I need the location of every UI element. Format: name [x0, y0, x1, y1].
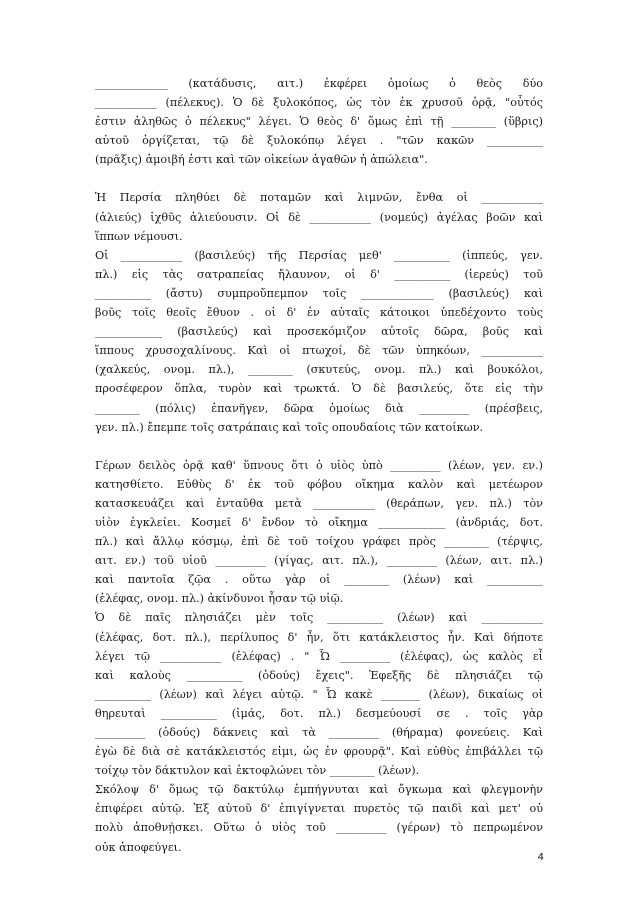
text-line: ἵππους χρυσοχαλίνους. Καὶ οἱ πτωχοί, δὲ τῶν ὑπηκόων, ___________ — [95, 344, 543, 358]
text-line: αιτ. εν.) τοῦ υἱοῦ _________ (γίγας, αιτ. πλ.), _________ (λέων, αιτ. πλ.) — [95, 554, 543, 568]
text-line: οὐκ ἀποφεύγει. — [95, 840, 182, 854]
text-line: ________ (πόλις) ἐπανῆγεν, δῶρα ὁμοίως διὰ _________ (πρέσβεις, — [95, 401, 543, 415]
text-line: Γέρων δειλὸς ὁρᾷ καθ' ὕπνους ὅτι ὁ υἱὸς ὑπὸ _________ (λέων, γεν. εν.) — [95, 458, 543, 472]
text-line: ___________ (πέλεκυς). Ὁ δὲ ξυλοκόπος, ὡς τὸν ἐκ χρυσοῦ ὁρᾷ, "οὗτός — [95, 96, 543, 110]
text-line: πλ.) καὶ ἄλλῳ κόσμῳ, ἐπὶ δὲ τοῦ τοίχου γράφει πρὸς ________ (τέρψις, — [95, 535, 543, 549]
text-line: (πρᾶξις) ἀμοιβή ἐστι καὶ τῶν οἰκείων ἀγαθῶν ἡ ἀπώλεια". — [95, 153, 428, 167]
text-line: (ἐλέφας, δοτ. πλ.), περίλυπος δ' ἦν, ὅτι κατάκλειστος ἦν. Καὶ δήποτε — [95, 630, 543, 644]
text-line: ἐστιν ἀληθῶς ὁ πέλεκυς" λέγει. Ὁ θεὸς δ' ὅμως ἐπὶ τῇ ________ (ὕβρις) — [95, 115, 543, 129]
text-line: (ἐλέφας, ονομ. πλ.) ἀκίνδυνοι ἦσαν τῷ υἱῷ. — [95, 592, 344, 606]
text-line: θηρευταὶ __________ (ἱμάς, δοτ. πλ.) δεσμεύουσί σε . τοῖς γὰρ — [95, 706, 543, 720]
text-line: ἵππων νέμουσι. — [95, 229, 183, 243]
page-number: 4 — [537, 852, 544, 863]
page-body — [95, 74, 543, 857]
paragraph-woodcutter — [95, 74, 543, 169]
text-line: κατασκευάζει καὶ ἐνταῦθα μετὰ ___________ (θεράπων, γεν. πλ.) τὸν — [95, 496, 543, 510]
text-line: ἐγὼ δὲ διὰ σὲ κατάκλειστός εἰμι, ὡς ἐν φρουρᾷ". Καὶ εὐθὺς ἐπιβάλλει τῷ — [95, 745, 543, 759]
text-line: _____________ (κατάδυσις, αιτ.) ἐκφέρει ὁμοίως ὁ θεὸς δύο — [95, 77, 543, 90]
text-line: ἐπιφέρει αὐτῷ. Ἐξ αὐτοῦ δ' ἐπιγίγνεται πυρετὸς τῷ παιδὶ καὶ μετ' οὐ — [95, 802, 543, 816]
text-line: τοίχῳ τὸν δάκτυλον καὶ ἐκτοφλώνει τὸν ________ (λέων). — [95, 764, 420, 778]
text-line: κατησθίετο. Εὐθὺς δ' ἐκ τοῦ φόβου οἴκημα καλὸν καὶ μετέωρον — [95, 477, 543, 491]
text-line: αὐτοῦ ὀργίζεται, τῷ δὲ ξυλοκόπῳ λέγει . "τῶν κακῶν __________ — [95, 134, 543, 148]
text-line: (χαλκεύς, ονομ. πλ.), ________ (σκυτεύς, ονομ. πλ.) καὶ βουκόλοι, — [95, 363, 543, 377]
text-line: Ὁ δὲ παῖς πλησιάζει μὲν τοῖς __________ (λέων) καὶ ___________ — [95, 611, 543, 625]
text-line: (ἁλιεύς) ἰχθῦς ἁλιεύουσιν. Οἱ δὲ ___________ (νομεύς) ἀγέλας βοῶν καὶ — [95, 210, 543, 224]
paragraph-ending — [95, 780, 543, 856]
text-line: πλ.) εἰς τὰς σατραπείας ἤλαυνον, οἱ δ' __________ (ἱερεύς) τοῦ — [95, 267, 543, 281]
text-line: βοῦς τοῖς θεοῖς ἔθυον . οἱ δ' ἐν αὐταῖς κάτοικοι ὑπεδέχοντο τοὺς — [95, 306, 543, 320]
text-line: Σκόλοψ δ' ὅμως τῷ δακτύλῳ ἐμπήγνυται καὶ ὄγκωμα καὶ φλεγμονὴν — [95, 783, 543, 797]
text-line: ____________ (βασιλεύς) καὶ προσεκόμιζον αὐτοῖς δῶρα, βοῦς καὶ — [95, 325, 543, 339]
text-line: καὶ παντοῖα ζῷα . οὕτω γὰρ οἱ ________ (λέων) καὶ __________ — [95, 573, 543, 587]
text-line: _________ (ὀδούς) δάκνεις καὶ τὰ _________ (θήραμα) φονεύεις. Καὶ — [95, 726, 543, 739]
text-line: Ἡ Περσία πληθύει δὲ ποταμῶν καὶ λιμνῶν, ἔνθα οἱ ___________ — [95, 191, 543, 205]
text-line: γεν. πλ.) ἔπεμπε τοῖς σατράπαις καὶ τοῖς οπουδαίοις τῶν κατοίκων. — [95, 420, 484, 434]
text-line: λέγει τῷ ___________ (ἐλέφας) . " Ὦ _________ (ἐλέφας), ὡς καλὸς εἶ — [95, 649, 543, 663]
text-line: __________ (ἄστυ) συμπροὔπεμπον τοῖς _____________ (βασιλεύς) καὶ — [95, 286, 543, 300]
text-line: __________ (λέων) καὶ λέγει αὐτῷ. " Ὦ κακὲ _______ (λέων), δικαίως οἱ — [95, 687, 543, 701]
text-line: προσέφερον ὅπλα, τυρὸν καὶ τρωκτά. Ὁ δὲ βασιλεύς, ὅτε εἰς τὴν — [95, 382, 543, 396]
paragraph-old-man — [95, 456, 543, 781]
text-line: καὶ καλοὺς __________ (ὀδούς) ἔχεις". Ἐφεξῆς δὲ πλησιάζει τῷ — [95, 668, 543, 682]
text-line: πολὺ ἀποθνῄσκει. Οὕτω ὁ υἱὸς τοῦ _________ (γέρων) τὸ πεπρωμένον — [95, 821, 543, 835]
text-line: υἱὸν ἐγκλείει. Κοσμεῖ δ' ἔνδον τὸ οἴκημα ____________ (ἀνδριάς, δοτ. — [95, 515, 543, 529]
text-line: Οἱ ___________ (βασιλεύς) τῆς Περσίας μεθ' __________ (ἱππεύς, γεν. — [95, 248, 543, 262]
paragraph-persia — [95, 188, 543, 436]
